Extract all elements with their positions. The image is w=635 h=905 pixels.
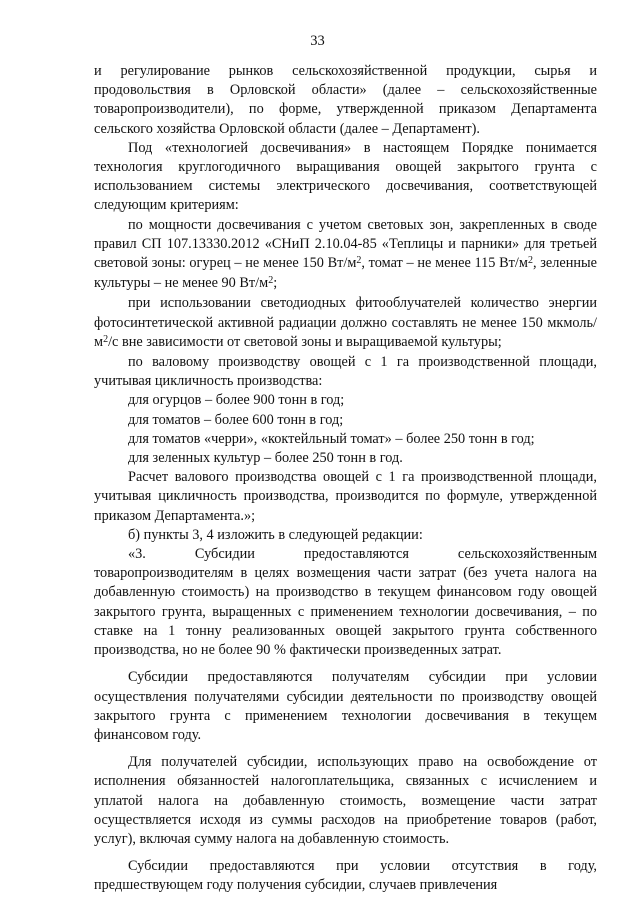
paragraph-intro-continuation: и регулирование рынков сельскохозяйственной продукции, сырья и продовольствия в Орловской области» (далее – сельскохозяйственные товаропроизводители), по форме, утвержденной приказом Департамента сельского хозяйства Орловской области (далее – Департамент). xyxy=(94,63,597,137)
document-body xyxy=(94,62,597,896)
page-number: 33 xyxy=(310,33,325,49)
list-item-cherry-tomatoes: для томатов «черри», «коктейльный томат» – более 250 тонн в год; xyxy=(128,430,535,447)
paragraph-item-3: «3. Субсидии предоставляются сельскохозяйственным товаропроизводителям в целях возмещения части затрат (без учета налога на добавленную стоимость) на производство в текущем финансовом году овощей закрытого грунта, выращенных с применением технологии досвечивания, – по ставке на 1 тонну реализованных овощей закрытого грунта собственного производства, но не более 90 % фактически произведенных затрат. xyxy=(94,546,597,659)
paragraph-subsidy-prior-year: Субсидии предоставляются при условии отсутствия в году, предшествующем году получения субсидии, случаев привлечения xyxy=(94,858,597,894)
paragraph-criterion-power: по мощности досвечивания с учетом световых зон, закрепленных в своде правил СП 107.13330.2012 «СНиП 2.10.04-85 «Теплицы и парники» для третьей световой зоны: огурец – не менее 150 $Вт/м^2$, томат – не менее 115 $Вт/м^2$, зеленные культуры – не менее 90 $Вт/м^2$; xyxy=(94,216,597,292)
paragraph-calculation: Расчет валового производства овощей с 1 га производственной площади, учитывая цикличность производства, производится по формуле, утвержденной приказом Департамента.»; xyxy=(94,469,597,524)
list-item-tomatoes: для томатов – более 600 тонн в год; xyxy=(128,411,344,428)
list-item-cucumbers: для огурцов – более 900 тонн в год; xyxy=(128,392,345,409)
paragraph-subsidy-condition: Субсидии предоставляются получателям субсидии при условии осуществления получателями субсидии деятельности по производству овощей закрытого грунта с применением технологии досвечивания в текущем финансовом году. xyxy=(94,669,597,743)
paragraph-criterion-output: по валовому производству овощей с 1 га производственной площади, учитывая цикличность производства: xyxy=(94,354,597,390)
paragraph-vat-exemption: Для получателей субсидии, использующих право на освобождение от исполнения обязанностей налогоплательщика, связанных с исчислением и уплатой налога на добавленную стоимость, возмещение части затрат осуществляется исходя из суммы расходов на приобретение товаров (работ, услуг), включая сумму налога на добавленную стоимость. xyxy=(94,754,597,847)
paragraph-criterion-led: при использовании светодиодных фитооблучателей количество энергии фотосинтетической активной радиации должно составлять не менее 150 мкмоль/$м^2/с$ вне зависимости от световой зоны и выращиваемой культуры; xyxy=(94,295,597,350)
paragraph-definition: Под «технологией досвечивания» в настоящем Порядке понимается технология круглогодичного выращивания овощей закрытого грунта с использованием системы электрического досвечивания, соответствующей следующим критериям: xyxy=(94,139,597,214)
paragraph-amendment-b: б) пункты 3, 4 изложить в следующей редакции: xyxy=(128,526,423,543)
list-item-greens: для зеленных культур – более 250 тонн в год. xyxy=(128,450,403,467)
